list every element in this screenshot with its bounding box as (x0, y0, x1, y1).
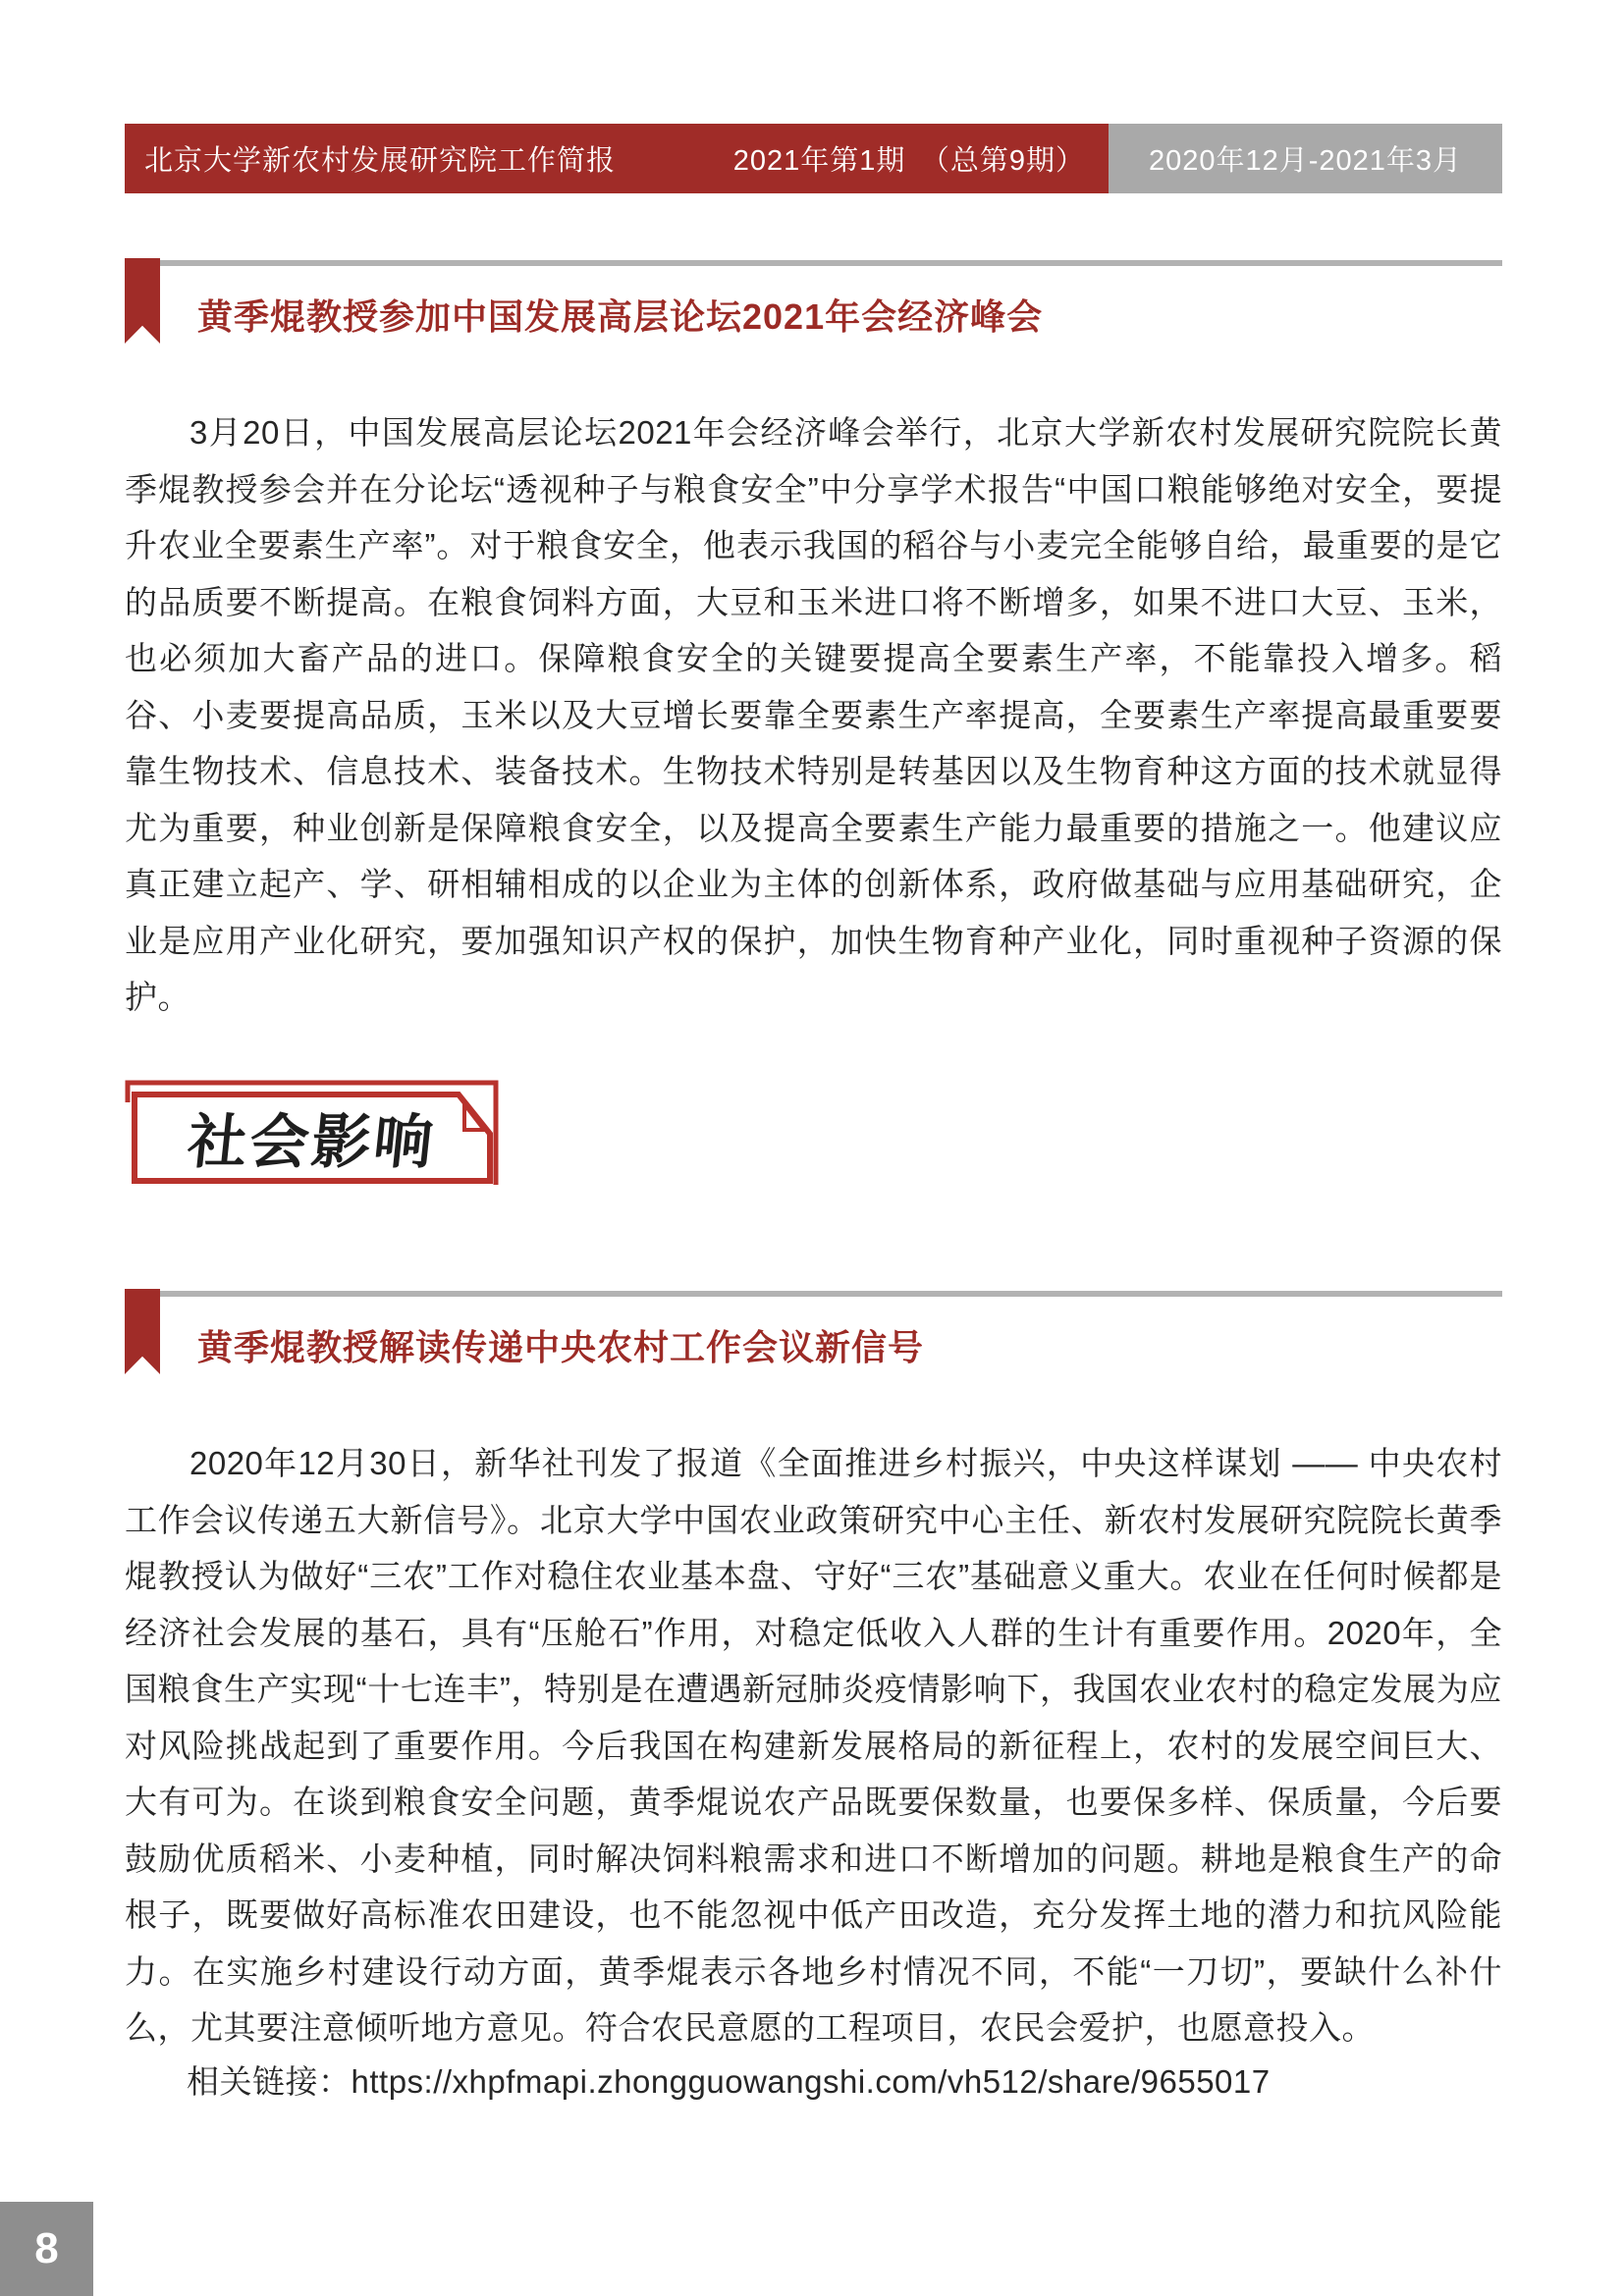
issue-number: 2021年第1期 （总第9期） (732, 145, 1085, 177)
section-title-1: 黄季焜教授参加中国发展高层论坛2021年会经济峰会 (197, 296, 1044, 337)
social-impact-badge (125, 1073, 508, 1191)
page-number-box (0, 2202, 93, 2296)
page-number: 8 (34, 2224, 59, 2272)
section-rule (160, 1291, 1502, 1297)
newsletter-title: 北京大学新农村发展研究院工作简报 (144, 145, 617, 177)
related-link-row (187, 2056, 1502, 2103)
article-paragraph-1: 3月20日，中国发展高层论坛2021年会经济峰会举行，北京大学新农村发展研究院院长黄季焜教授参会并在分论坛“透视种子与粮食安全”中分享学术报告“中国口粮能够绝对安全，要提升农业全要素生产率”。对于粮食安全，他表示我国的稻谷与小麦完全能够自给，最重要的是它的品质要不断提高。在粮食饲料方面，大豆和玉米进口将不断增多，如果不进口大豆、玉米，也必须加大畜产品的进口。保障粮食安全的关键要提高全要素生产率，不能靠投入增多。稻谷、小麦要提高品质，玉米以及大豆增长要靠全要素生产率提高，全要素生产率提高最重要要靠生物技术、信息技术、装备技术。生物技术特别是转基因以及生物育种这方面的技术就显得尤为重要，种业创新是保障粮食安全，以及提高全要素生产能力最重要的措施之一。他建议应真正建立起产、学、研相辅相成的以企业为主体的创新体系，政府做基础与应用基础研究，企业是应用产业化研究，要加强知识产权的保护，加快生物育种产业化，同时重视种子资源的保护。 (125, 414, 1502, 1015)
section-rule (160, 260, 1502, 266)
newsletter-header-red-band (125, 124, 1109, 193)
social-impact-label: 社会影响 (185, 1109, 440, 1175)
bookmark-ribbon-icon (125, 1289, 160, 1374)
section-header-2 (125, 1291, 1502, 1368)
section-title-2: 黄季焜教授解读传递中央农村工作会议新信号 (197, 1327, 925, 1367)
section-header-1 (125, 260, 1502, 338)
bookmark-ribbon-icon (125, 258, 160, 344)
related-link-url[interactable]: https://xhpfmapi.zhongguowangshi.com/vh512/share/9655017 (351, 2063, 1271, 2100)
related-link-label: 相关链接： (187, 2063, 352, 2100)
period-range: 2020年12月-2021年3月 (1109, 124, 1502, 193)
newsletter-header (125, 124, 1502, 193)
article-paragraph-2: 2020年12月30日，新华社刊发了报道《全面推进乡村振兴，中央这样谋划 —— 中央农村工作会议传递五大新信号》。北京大学中国农业政策研究中心主任、新农村发展研究院院长黄季焜教授认为做好“三农”工作对稳住农业基本盘、守好“三农”基础意义重大。农业在任何时候都是经济社会发展的基石，具有“压舱石”作用，对稳定低收入人群的生计有重要作用。2020年，全国粮食生产实现“十七连丰”，特别是在遭遇新冠肺炎疫情影响下，我国农业农村的稳定发展为应对风险挑战起到了重要作用。今后我国在构建新发展格局的新征程上，农村的发展空间巨大、大有可为。在谈到粮食安全问题，黄季焜说农产品既要保数量，也要保多样、保质量，今后要鼓励优质稻米、小麦种植，同时解决饲料粮需求和进口不断增加的问题。耕地是粮食生产的命根子，既要做好高标准农田建设，也不能忽视中低产田改造，充分发挥土地的潜力和抗风险能力。在实施乡村建设行动方面，黄季焜表示各地乡村情况不同，不能“一刀切”，要缺什么补什么，尤其要注意倾听地方意见。符合农民意愿的工程项目，农民会爱护，也愿意投入。 (125, 1445, 1502, 2046)
